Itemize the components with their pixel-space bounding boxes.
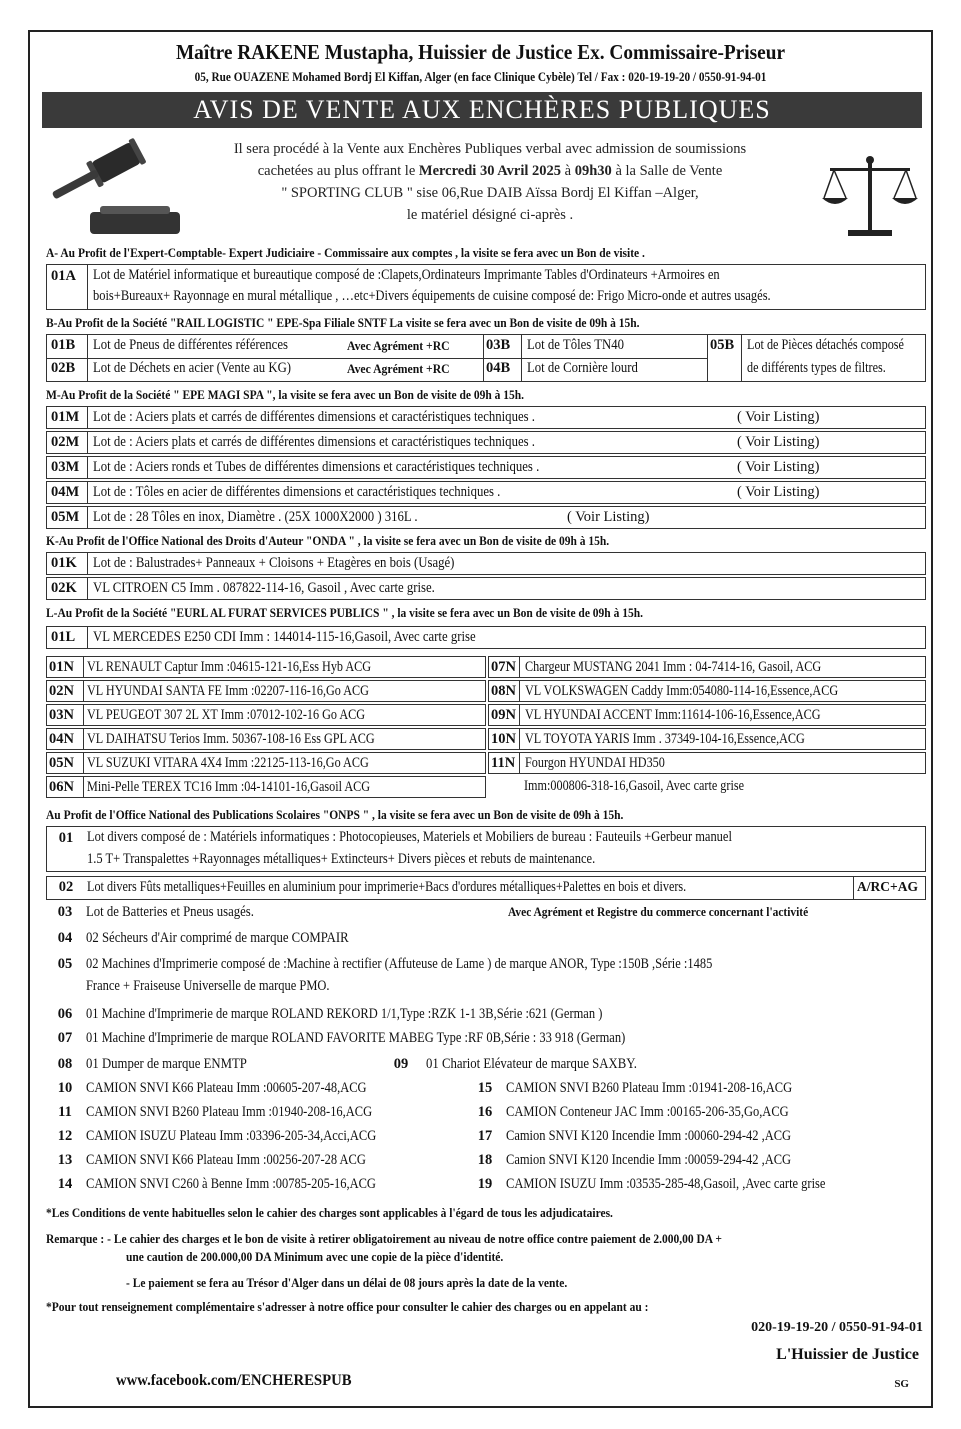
- lot-description: Lot de : Tôles en acier de différentes dimensions et caractéristiques techniques .: [93, 484, 501, 500]
- lot-code: 16: [477, 1104, 493, 1120]
- lot-description: Camion SNVI K120 Incendie Imm :00059-294-42 ,ACG: [506, 1152, 792, 1168]
- lot-row-l: [46, 626, 926, 649]
- voir-listing-note: ( Voir Listing): [737, 459, 820, 475]
- lot-01a-line-2: bois+Bureaux+ Rayonnage en mural métallique , …etc+Divers équipements de cuisine composé de: Frigo Micro-onde et autres usagés.: [93, 288, 771, 304]
- signature: L'Huissier de Justice: [776, 1346, 919, 1363]
- onps-lot-04-text: 02 Sécheurs d'Air comprimé de marque COMPAIR: [86, 930, 349, 946]
- lot-code: 01B: [51, 337, 76, 353]
- intro-line-4: le matériel désigné ci-après .: [406, 207, 574, 223]
- lot-code: 01: [58, 830, 74, 846]
- lot-row-n: [46, 680, 486, 702]
- lot-code: 17: [477, 1128, 493, 1144]
- voir-listing-note: ( Voir Listing): [567, 509, 650, 525]
- lot-description: Chargeur MUSTANG 2041 Imm : 04-7414-16, Gasoil, ACG: [525, 659, 822, 675]
- lot-code: 08: [57, 1056, 73, 1072]
- lot-description: Lot de : 28 Tôles en inox, Diamètre . (25X 1000X2000 ) 316L .: [93, 509, 418, 525]
- intro-line-2a: cachetées au plus offrant le: [257, 163, 419, 179]
- lot-code: 18: [477, 1152, 493, 1168]
- lot-row-n: [488, 776, 926, 798]
- lot-code: 01A: [51, 268, 76, 284]
- lot-description: VL SUZUKI VITARA 4X4 Imm :22125-113-16,Go ACG: [87, 755, 369, 771]
- onps-lot-08-text: 01 Dumper de marque ENMTP: [86, 1056, 247, 1072]
- camion-row: [46, 1078, 926, 1100]
- lot-01a: [46, 264, 926, 310]
- sale-time: 09h30: [574, 163, 612, 179]
- lot-description: Fourgon HYUNDAI HD350: [525, 755, 665, 771]
- lot-code: 06: [57, 1006, 73, 1022]
- lot-description: Mini-Pelle TEREX TC16 Imm :04-14101-16,Gasoil ACG: [87, 779, 371, 795]
- onps-lot-03: [46, 902, 926, 924]
- intro-line-2e: à la Salle de Vente: [611, 163, 723, 179]
- lot-description: CAMION Conteneur JAC Imm :00165-206-35,Go,ACG: [506, 1104, 789, 1120]
- lot-code: 01M: [51, 409, 80, 425]
- lot-row-n: [488, 728, 926, 750]
- onps-lot-09-text: 01 Chariot Elévateur de marque SAXBY.: [426, 1056, 637, 1072]
- lot-description: VL HYUNDAI SANTA FE Imm :02207-116-16,Go ACG: [87, 683, 369, 699]
- remarque-text-1: Le cahier des charges et le bon de visite à retirer obligatoirement au niveau de notre office contre paiement de 2.000,00 DA +: [113, 1232, 722, 1246]
- lot-row-k: [46, 577, 926, 600]
- lot-code: 15: [477, 1080, 493, 1096]
- remarque-line-2: une caution de 200.000,00 DA Minimum avec une copie de la pièce d'identité.: [126, 1250, 504, 1264]
- voir-listing-note: ( Voir Listing): [737, 434, 820, 450]
- lot-description: CAMION ISUZU Plateau Imm :03396-205-34,Acci,ACG: [86, 1128, 377, 1144]
- section-l-heading: L-Au Profit de la Société "EURL AL FURAT SERVICES PUBLICS " , la visite se fera avec un Bon de visite de 09h à 15h.: [46, 606, 643, 620]
- lot-row-n: [46, 704, 486, 726]
- lot-code: 10: [57, 1080, 73, 1096]
- lot-description: VL HYUNDAI ACCENT Imm:11614-106-16,Essence,ACG: [525, 707, 821, 723]
- lot-code: 04M: [51, 484, 80, 500]
- lot-row-m: [46, 481, 926, 504]
- lot-description: CAMION SNVI B260 Plateau Imm :01941-208-16,ACG: [506, 1080, 793, 1096]
- camion-row: [46, 1102, 926, 1124]
- lot-code: 05: [57, 956, 73, 972]
- lot-description: Imm:000806-318-16,Gasoil, Avec carte grise: [524, 778, 744, 794]
- lot-code: 14: [57, 1176, 73, 1192]
- lot-code: 02N: [49, 683, 74, 699]
- lot-code: 07N: [491, 659, 516, 675]
- sg-mark: SG: [894, 1378, 909, 1390]
- lot-description: VL DAIHATSU Terios Imm. 50367-108-16 Ess GPL ACG: [87, 731, 375, 747]
- onps-lot-06: [46, 1004, 926, 1026]
- onps-lot-07: [46, 1028, 926, 1050]
- conditions-note: *Les Conditions de vente habituelles selon le cahier des charges sont applicables à l'égard de tous les adjudicataires.: [46, 1206, 613, 1220]
- onps-lot-01: [46, 826, 926, 872]
- section-a-heading: A- Au Profit de l'Expert-Comptable- Expert Judiciaire - Commissaire aux comptes , la visite se fera avec un Bon de visite .: [46, 246, 645, 260]
- onps-lot-02: [46, 876, 926, 900]
- onps-lot-08-09: [46, 1054, 926, 1076]
- lot-row-m: [46, 506, 926, 529]
- lot-code: 04N: [49, 731, 74, 747]
- lot-description: Camion SNVI K120 Incendie Imm :00060-294-42 ,ACG: [506, 1128, 792, 1144]
- contact-phones: 020-19-19-20 / 0550-91-94-01: [751, 1320, 923, 1335]
- lot-03b-text: Lot de Tôles TN40: [527, 337, 624, 353]
- lot-description: CAMION ISUZU Imm :03535-285-48,Gasoil, ,Avec carte grise: [506, 1176, 826, 1192]
- document-title: Maître RAKENE Mustapha, Huissier de Justice Ex. Commissaire-Priseur: [175, 40, 786, 64]
- lot-code: 12: [57, 1128, 73, 1144]
- lot-02b-agrement: Avec Agrément +RC: [347, 361, 450, 376]
- lot-code: 02K: [51, 580, 77, 596]
- lot-01b-agrement: Avec Agrément +RC: [347, 338, 450, 353]
- onps-lot-01-line-1: Lot divers composé de : Matériels informatiques : Photocopieuses, Materiels et Mobiliers de bureau : Fauteuils +Gerbeur manuel: [87, 829, 732, 845]
- lot-description: VL CITROEN C5 Imm . 087822-114-16, Gasoil , Avec carte grise.: [93, 580, 435, 596]
- lot-code: 02M: [51, 434, 80, 450]
- lot-description: VL PEUGEOT 307 2L XT Imm :07012-102-16 Go ACG: [87, 707, 366, 723]
- onps-lot-03-text: Lot de Batteries et Pneus usagés.: [86, 904, 254, 920]
- lot-code: 02: [58, 879, 74, 895]
- lot-row-n: [46, 776, 486, 798]
- onps-lot-05-line-1: 02 Machines d'Imprimerie composé de :Machine à rectifier (Affuteuse de Lame ) de marque ANOR, Type :150B ,Série :1485: [86, 956, 713, 972]
- intro-line-1: Il sera procédé à la Vente aux Enchères Publiques verbal avec admission de soumissions: [233, 141, 747, 157]
- office-address: 05, Rue OUAZENE Mohamed Bordj El Kiffan, Alger (en face Clinique Cybèle) Tel / Fax : 020-19-19-20 / 0550-91-94-01: [194, 70, 767, 84]
- lot-description: VL RENAULT Captur Imm :04615-121-16,Ess Hyb ACG: [87, 659, 372, 675]
- voir-listing-note: ( Voir Listing): [737, 409, 820, 425]
- lot-code: 08N: [491, 683, 516, 699]
- section-b-heading: B-Au Profit de la Société "RAIL LOGISTIC " EPE-Spa Filiale SNTF La visite se fera avec un Bon de visite de 09h à 15h.: [46, 316, 640, 330]
- lot-code: 11N: [491, 755, 516, 771]
- scales-of-justice-icon: [820, 150, 920, 240]
- lot-01a-line-1: Lot de Matériel informatique et bureautique composé de :Clapets,Ordinateurs Imprimante Tables d'Ordinateurs +Armoires en: [93, 267, 720, 283]
- lot-row-n: [488, 680, 926, 702]
- lot-row-n: [488, 656, 926, 678]
- intro-line-2: [190, 160, 790, 182]
- lot-description: Lot de : Aciers ronds et Tubes de différentes dimensions et caractéristiques techniques .: [93, 459, 540, 475]
- lot-description: Lot de : Balustrades+ Panneaux + Cloisons + Etagères en bois (Usagé): [93, 555, 455, 571]
- onps-lot-05-line-2: France + Fraiseuse Universelle de marque PMO.: [86, 978, 330, 994]
- lot-description: Lot de : Aciers plats et carrés de différentes dimensions et caractéristiques techniques .: [93, 409, 535, 425]
- lot-code: 05N: [49, 755, 74, 771]
- lot-code: 05B: [710, 337, 735, 353]
- lot-code: 11: [58, 1104, 72, 1120]
- lot-code: 13: [57, 1152, 73, 1168]
- lot-row-n: [46, 728, 486, 750]
- lot-02b-text: Lot de Déchets en acier (Vente au KG): [93, 360, 292, 376]
- lot-code: 03: [57, 904, 73, 920]
- onps-lot-02-agrement: A/RC+AG: [857, 879, 918, 894]
- camion-row: [46, 1150, 926, 1172]
- remarque-label: Remarque : -: [46, 1232, 111, 1246]
- onps-lot-05: [46, 954, 926, 998]
- remarque-line-3: - Le paiement se fera au Trésor d'Alger dans un délai de 08 jours après la date de la vente.: [126, 1276, 568, 1290]
- document-frame: [28, 30, 933, 1408]
- lot-code: 04B: [486, 360, 511, 376]
- lot-row-n: [488, 704, 926, 726]
- lot-description: VL MERCEDES E250 CDI Imm : 144014-115-16,Gasoil, Avec carte grise: [93, 629, 476, 645]
- onps-lot-01-line-2: 1.5 T+ Transpalettes +Rayonnages métalliques+ Extincteurs+ Divers pièces et rebuts de maintenance.: [87, 851, 596, 867]
- camion-row: [46, 1126, 926, 1148]
- facebook-link[interactable]: www.facebook.com/ENCHERESPUB: [116, 1372, 352, 1389]
- onps-lot-02-text: Lot divers Fûts metalliques+Feuilles en aluminium pour imprimerie+Bacs d'ordures métalliques+Palettes en bois et divers.: [87, 879, 687, 895]
- lot-row-k: [46, 552, 926, 575]
- remarque-line-1: [46, 1232, 722, 1247]
- lot-description: CAMION SNVI B260 Plateau Imm :01940-208-16,ACG: [86, 1104, 373, 1120]
- lot-code: 09: [393, 1056, 409, 1072]
- lot-code: 02B: [51, 360, 76, 376]
- info-note: *Pour tout renseignement complémentaire s'adresser à notre office pour consulter le cahier des charges ou en appelant au :: [46, 1300, 649, 1314]
- lot-row-n: [46, 752, 486, 774]
- lot-01b-text: Lot de Pneus de différentes références: [93, 337, 288, 353]
- onps-lot-07-text: 01 Machine d'Imprimerie de marque ROLAND FAVORITE MABEG Type :RF 0B,Série : 33 918 (German): [86, 1030, 626, 1046]
- lot-row-m: [46, 456, 926, 479]
- lot-code: 01K: [51, 555, 77, 571]
- onps-lot-04: [46, 928, 926, 950]
- lot-description: CAMION SNVI K66 Plateau Imm :00256-207-28 ACG: [86, 1152, 366, 1168]
- lot-code: 10N: [491, 731, 516, 747]
- lot-code: 03B: [486, 337, 511, 353]
- lot-row-m: [46, 431, 926, 454]
- lot-code: 03N: [49, 707, 74, 723]
- lot-05b-line-1: Lot de Pièces détachés composé: [747, 337, 904, 353]
- lot-code: 03M: [51, 459, 80, 475]
- lot-code: 01L: [51, 629, 76, 645]
- intro-text: [190, 138, 790, 226]
- lot-row-m: [46, 406, 926, 429]
- notice-banner: AVIS DE VENTE AUX ENCHÈRES PUBLIQUES: [42, 92, 922, 128]
- section-k-heading: K-Au Profit de l'Office National des Droits d'Auteur "ONDA " , la visite se fera avec un Bon de visite de 09h à 15h.: [46, 534, 610, 548]
- intro-line-3: " SPORTING CLUB " sise 06,Rue DAIB Aïssa Bordj El Kiffan –Alger,: [281, 185, 699, 201]
- lot-row-n: [488, 752, 926, 774]
- lot-description: CAMION SNVI C260 à Benne Imm :00785-205-16,ACG: [86, 1176, 376, 1192]
- lot-description: Lot de : Aciers plats et carrés de différentes dimensions et caractéristiques techniques .: [93, 434, 535, 450]
- lot-05b-line-2: de différents types de filtres.: [747, 360, 886, 376]
- lot-code: 09N: [491, 707, 516, 723]
- sale-date: Mercredi 30 Avril 2025: [418, 163, 562, 179]
- onps-lot-03-agrement: Avec Agrément et Registre du commerce concernant l'activité: [508, 904, 809, 919]
- lot-code: 04: [57, 930, 73, 946]
- lots-b-table: [46, 334, 926, 382]
- lot-04b-text: Lot de Cornière lourd: [527, 360, 638, 376]
- camion-row: [46, 1174, 926, 1196]
- lot-code: 19: [477, 1176, 493, 1192]
- lot-code: 07: [57, 1030, 73, 1046]
- intro-line-2c: à: [561, 163, 575, 179]
- lot-code: 06N: [49, 779, 74, 795]
- lot-description: VL VOLKSWAGEN Caddy Imm:054080-114-16,Essence,ACG: [525, 683, 839, 699]
- lot-description: CAMION SNVI K66 Plateau Imm :00605-207-48,ACG: [86, 1080, 367, 1096]
- section-m-heading: M-Au Profit de la Société " EPE MAGI SPA ", la visite se fera avec un Bon de visite de 09h à 15h.: [46, 388, 525, 402]
- gavel-icon: [50, 132, 200, 242]
- voir-listing-note: ( Voir Listing): [737, 484, 820, 500]
- onps-lot-06-text: 01 Machine d'Imprimerie de marque ROLAND REKORD 1/1,Type :RZK 1-1 3B,Série :621 (German ): [86, 1006, 603, 1022]
- lot-row-n: [46, 656, 486, 678]
- lot-code: 05M: [51, 509, 80, 525]
- section-onps-heading: Au Profit de l'Office National des Publications Scolaires "ONPS " , la visite se fera avec un Bon de visite de 09h à 15h.: [46, 808, 624, 822]
- lot-code: 01N: [49, 659, 74, 675]
- lot-description: VL TOYOTA YARIS Imm . 37349-104-16,Essence,ACG: [525, 731, 805, 747]
